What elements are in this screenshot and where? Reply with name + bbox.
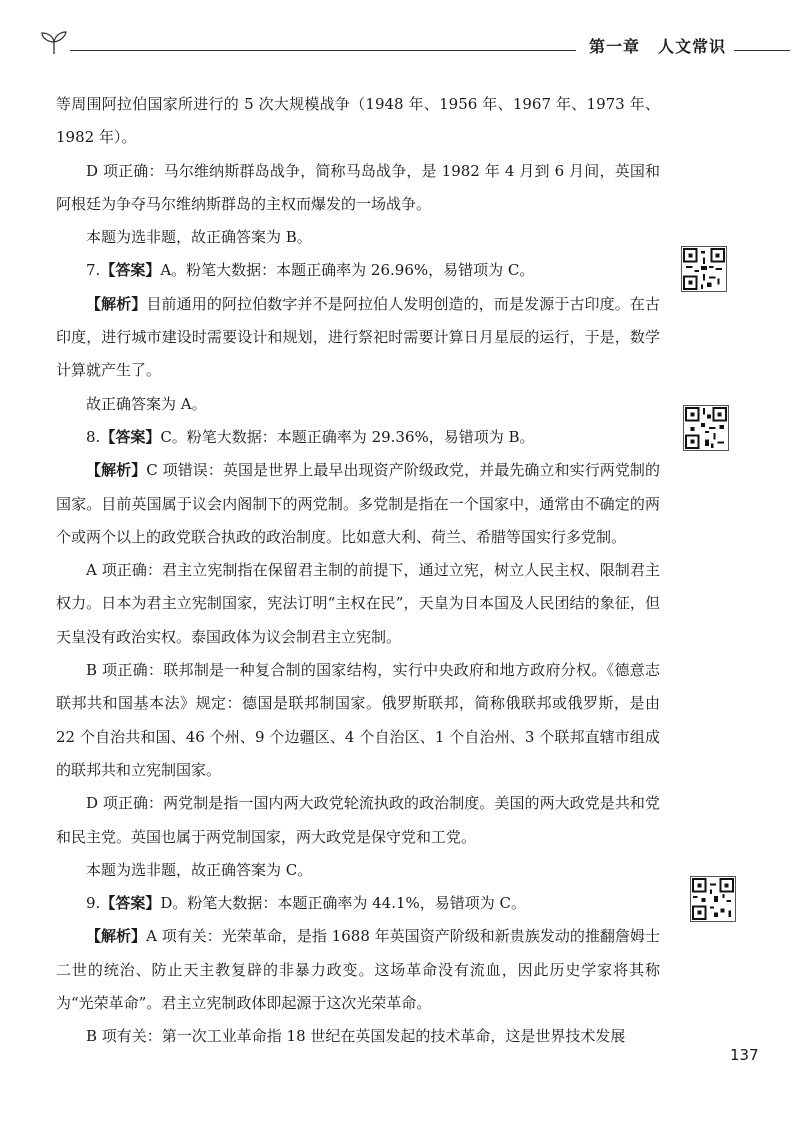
answer-line: 7.【答案】A。粉笔大数据：本题正确率为 26.96%，易错项为 C。 [86, 261, 535, 280]
paragraph: 故正确答案为 A。 [86, 394, 207, 413]
page-header [30, 28, 790, 58]
marker-label: 【解析】 [86, 294, 147, 313]
marker-label: 【答案】 [100, 894, 161, 913]
paragraph: A 项正确：君主立宪制指在保留君主制的前提下，通过立宪，树立人民主权、限制君主权力。日本为君主立宪制国家，宪法订明“主权在民”，天皇为日本国及人民团结的象征，但天皇没有政治实权。泰国政体为议会制君主立宪制。 [56, 561, 660, 646]
sprout-logo-icon [38, 30, 70, 56]
marker-label: 【答案】 [100, 261, 161, 280]
answer-line: 8.【答案】C。粉笔大数据：本题正确率为 29.36%，易错项为 B。 [86, 427, 535, 446]
paragraph: D 项正确：两党制是指一国内两大政党轮流执政的政治制度。美国的两大政党是共和党和民主党。英国也属于两党制国家，两大政党是保守党和工党。 [56, 794, 660, 846]
paragraph: B 项有关：第一次工业革命指 18 世纪在英国发起的技术革命，这是世界技术发展 [86, 1027, 626, 1046]
section-name: 人文常识 [657, 37, 726, 56]
paragraph: D 项正确：马尔维纳斯群岛战争，简称马岛战争，是 1982 年 4 月到 6 月间，英国和阿根廷为争夺马尔维纳斯群岛的主权而爆发的一场战争。 [56, 161, 660, 213]
marker-label: 【解析】 [86, 461, 147, 480]
qr-code-icon[interactable] [690, 876, 736, 922]
analysis-paragraph: 【解析】A 项有关：光荣革命，是指 1688 年英国资产阶级和新贵族发动的推翻詹姆士二世的统治、防止天主教复辟的非暴力政变。这场革命没有流血，因此历史学家将其称为“光荣革命”。君主立宪制政体即起源于这次光荣革命。 [56, 927, 660, 1013]
page-body [56, 88, 660, 1054]
chapter-title [589, 34, 726, 57]
paragraph: B 项正确：联邦制是一种复合制的国家结构，实行中央政府和地方政府分权。《德意志联邦共和国基本法》规定：德国是联邦制国家。俄罗斯联邦，简称俄联邦或俄罗斯，是由 22 个自治共和国、46 个州、9 个边疆区、4 个自治区、1 个自治州、3 个联邦直辖市组成的联邦共和立宪制国家。 [56, 661, 660, 779]
paragraph: 本题为选非题，故正确答案为 C。 [86, 860, 313, 879]
marker-label: 【答案】 [100, 427, 161, 446]
marker-label: 【解析】 [86, 927, 147, 946]
header-rule-left [70, 50, 576, 51]
paragraph: 本题为选非题，故正确答案为 B。 [86, 228, 312, 247]
qr-code-icon[interactable] [681, 246, 727, 292]
analysis-paragraph: 【解析】目前通用的阿拉伯数字并不是阿拉伯人发明创造的，而是发源于古印度。在古印度，进行城市建设时需要设计和规划，进行祭祀时需要计算日月星辰的运行，于是，数学计算就产生了。 [56, 294, 660, 380]
qr-code-icon[interactable] [683, 405, 729, 451]
chapter-number: 第一章 [588, 37, 640, 56]
paragraph: 等周围阿拉伯国家所进行的 5 次大规模战争（1948 年、1956 年、1967 年、1973 年、1982 年）。 [56, 95, 660, 147]
page-number: 137 [730, 1046, 759, 1064]
answer-line: 9.【答案】D。粉笔大数据：本题正确率为 44.1%，易错项为 C。 [86, 894, 527, 913]
analysis-paragraph: 【解析】C 项错误：英国是世界上最早出现资产阶级政党，并最先确立和实行两党制的国家。目前英国属于议会内阁制下的两党制。多党制是指在一个国家中，通常由不确定的两个或两个以上的政党联合执政的政治制度。比如意大利、荷兰、希腊等国实行多党制。 [56, 461, 660, 546]
header-rule-right [734, 50, 790, 51]
